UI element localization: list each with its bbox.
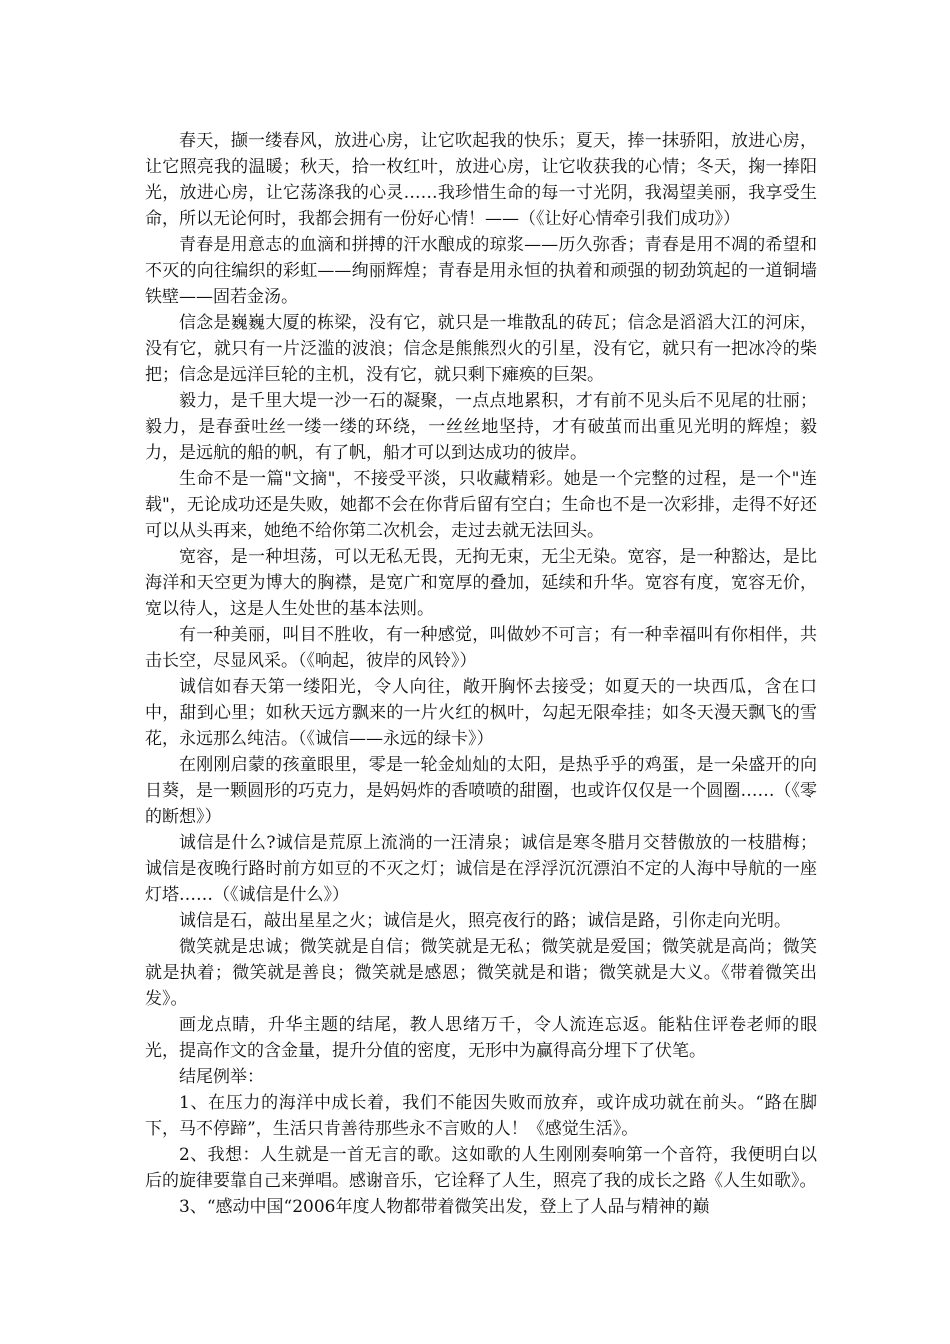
paragraph-example-3: 3、“感动中国“2006年度人物都带着微笑出发，登上了人品与精神的巅 [179,1197,710,1217]
paragraph-honesty-seasons: 诚信如春天第一缕阳光，令人向往，敞开胸怀去接受；如夏天的一块西瓜，含在口中，甜到心里；如秋天远方飘来的一片火红的枫叶，勾起无限牵挂；如冬天漫天飘飞的雪花，永远那么纯洁。（《诚信——永远的绿卡》） [145,677,817,749]
paragraph-life: 生命不是一篇"文摘"，不接受平淡，只收藏精彩。她是一个完整的过程，是一个"连载"，无论成功还是失败，她都不会在你背后留有空白；生命也不是一次彩排，走得不好还可以从头再来，她绝不给你第二次机会，走过去就无法回头。 [145,469,817,541]
paragraph-tolerance: 宽容，是一种坦荡，可以无私无畏，无拘无束，无尘无染。宽容，是一种豁达，是比海洋和天空更为博大的胸襟，是宽广和宽厚的叠加，延续和升华。宽容有度，宽容无价，宽以待人，这是人生处世的基本法则。 [145,547,817,619]
document-body [145,128,817,1220]
paragraph-zero: 在刚刚启蒙的孩童眼里，零是一轮金灿灿的太阳，是热乎乎的鸡蛋，是一朵盛开的向日葵，是一颗圆形的巧克力，是妈妈炸的香喷喷的甜圈，也或许仅仅是一个圆圈……（《零的断想》） [145,755,817,827]
paragraph-example-2: 2、我想：人生就是一首无言的歌。这如歌的人生刚刚奏响第一个音符，我便明白以后的旋律要靠自己来弹唱。感谢音乐，它诠释了人生，照亮了我的成长之路《人生如歌》。 [145,1145,817,1191]
paragraph-ending-examples-heading: 结尾例举： [179,1067,264,1087]
paragraph-smile: 微笑就是忠诚；微笑就是自信；微笑就是无私；微笑就是爱国；微笑就是高尚；微笑就是执着；微笑就是善良；微笑就是感恩；微笑就是和谐；微笑就是大义。《带着微笑出发》。 [145,937,817,1009]
paragraph-example-1: 1、在压力的海洋中成长着，我们不能因失败而放弃，或许成功就在前头。“路在脚下，马不停蹄”，生活只肯善待那些永不言败的人！《感觉生活》。 [145,1093,817,1139]
paragraph-youth: 青春是用意志的血滴和拼搏的汗水酿成的琼浆——历久弥香；青春是用不凋的希望和不灭的向往编织的彩虹——绚丽辉煌；青春是用永恒的执着和顽强的韧劲筑起的一道铜墙铁壁——固若金汤。 [145,235,817,307]
paragraph-good-mood: 春天，撷一缕春风，放进心房，让它吹起我的快乐；夏天，捧一抹骄阳，放进心房，让它照亮我的温暖；秋天，拾一枚红叶，放进心房，让它收获我的心情；冬天，掬一捧阳光，放进心房，让它荡涤我的心灵……我珍惜生命的每一寸光阴，我渴望美丽，我享受生命，所以无论何时，我都会拥有一份好心情！——（《让好心情牵引我们成功》） [145,131,817,229]
paragraph-beauty: 有一种美丽，叫目不胜收，有一种感觉，叫做妙不可言；有一种幸福叫有你相伴，共击长空，尽显风采。（《响起，彼岸的风铃》） [145,625,817,671]
paragraph-belief: 信念是巍巍大厦的栋梁，没有它，就只是一堆散乱的砖瓦；信念是滔滔大江的河床，没有它，就只有一片泛滥的波浪；信念是熊熊烈火的引星，没有它，就只有一把冰冷的柴把；信念是远洋巨轮的主机，没有它，就只剩下瘫痪的巨架。 [145,313,817,385]
paragraph-honesty-stone: 诚信是石，敲出星星之火；诚信是火，照亮夜行的路；诚信是路，引你走向光明。 [179,911,791,931]
paragraph-honesty-what: 诚信是什么?诚信是荒原上流淌的一汪清泉；诚信是寒冬腊月交替傲放的一枝腊梅；诚信是夜晚行路时前方如豆的不灭之灯；诚信是在浮浮沉沉漂泊不定的人海中导航的一座灯塔……（《诚信是什么》） [145,833,817,905]
paragraph-perseverance: 毅力，是千里大堤一沙一石的凝聚，一点点地累积，才有前不见头后不见尾的壮丽；毅力，是春蚕吐丝一缕一缕的环绕，一丝丝地坚持，才有破茧而出重见光明的辉煌；毅力，是远航的船的帆，有了帆，船才可以到达成功的彼岸。 [145,391,817,463]
paragraph-ending-importance: 画龙点睛，升华主题的结尾，教人思绪万千，令人流连忘返。能粘住评卷老师的眼光，提高作文的含金量，提升分值的密度，无形中为赢得高分埋下了伏笔。 [145,1015,817,1061]
